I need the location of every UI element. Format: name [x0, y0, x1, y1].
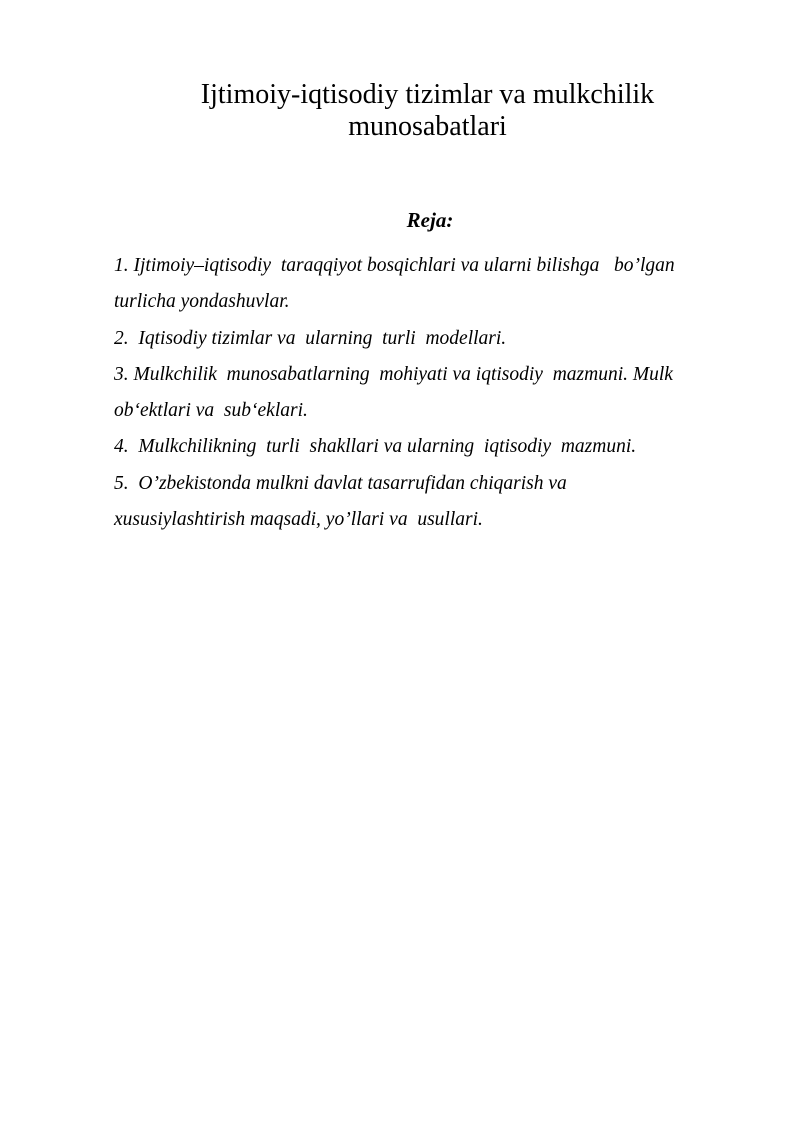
plan-item-4 — [114, 429, 739, 465]
plan-item-line: 5. O’zbekistonda mulkni davlat tasarrufidan chiqarish va — [114, 472, 567, 494]
plan-item-3 — [114, 357, 739, 430]
plan-item-line: 2. Iqtisodiy tizimlar va ularning turli modellari. — [114, 327, 507, 349]
plan-item-2 — [114, 321, 739, 357]
plan-item-line: xususiylashtirish maqsadi, yo’llari va usullari. — [114, 509, 483, 531]
plan-item-line: 1. Ijtimoiy–iqtisodiy taraqqiyot bosqichlari va ularni bilishga bo’lgan — [114, 255, 675, 276]
plan-item-1 — [114, 248, 739, 321]
plan-item-5 — [114, 466, 739, 539]
plan-item-line: turlicha yondashuvlar. — [114, 291, 290, 313]
plan-item-line: ob‘ektlari va sub‘eklari. — [114, 400, 308, 422]
plan-item-line: 3. Mulkchilik munosabatlarning mohiyati va iqtisodiy mazmuni. Mulk — [114, 363, 673, 385]
plan-item-line: 4. Mulkchilikning turli shakllari va ularning iqtisodiy mazmuni. — [114, 436, 637, 458]
plan-list — [114, 248, 739, 538]
plan-heading: Reja: — [406, 208, 454, 232]
document-title: Ijtimoiy-iqtisodiy tizimlar va mulkchilik munosabatlari — [200, 79, 655, 142]
